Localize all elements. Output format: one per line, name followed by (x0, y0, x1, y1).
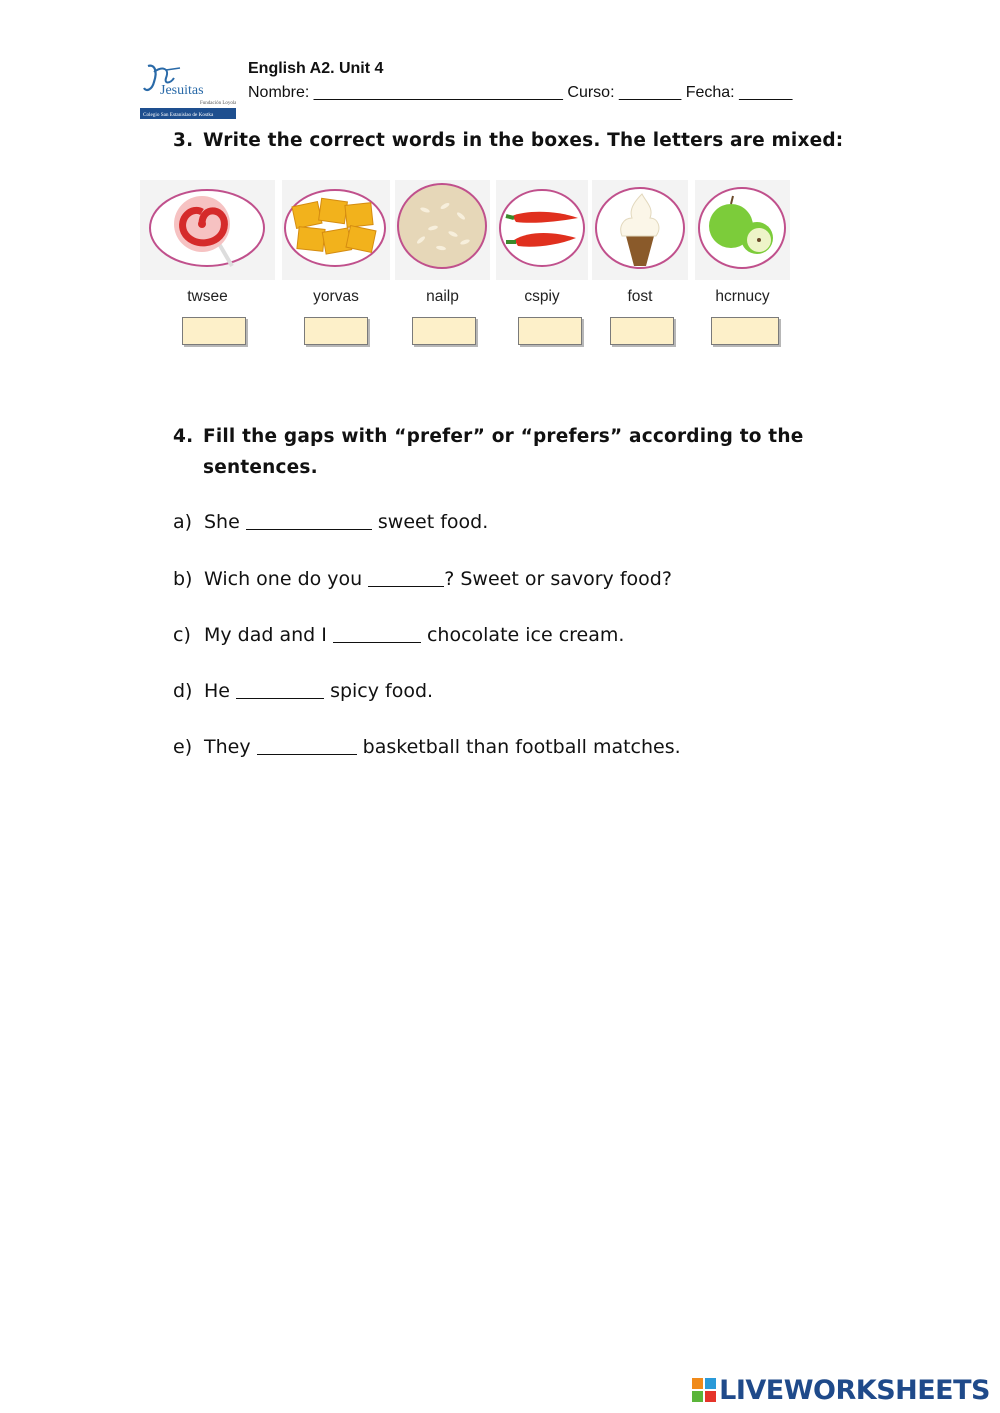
svg-text:Colegio San Estanislao de Kost: Colegio San Estanislao de Kostka (143, 112, 214, 118)
answer-input-2[interactable] (305, 318, 367, 344)
answer-input-4[interactable] (519, 318, 581, 344)
gap-blank-e[interactable] (257, 736, 357, 755)
svg-text:Fundación Loyola: Fundación Loyola (200, 101, 236, 106)
sentence-e (173, 736, 681, 758)
answer-input-3[interactable] (413, 318, 475, 344)
exercise-4-instruction-line-1: Fill the gaps with “prefer” or “prefers” according to the (203, 426, 804, 447)
ice-cream-icon (592, 180, 688, 280)
svg-text:Jesuitas: Jesuitas (160, 83, 204, 98)
gap-blank-b[interactable] (368, 568, 444, 587)
crackers-icon (282, 180, 390, 280)
sentence-text-after: spicy food. (324, 680, 434, 702)
answer-box-3[interactable] (412, 317, 476, 345)
scrambled-word-3: nailp (426, 288, 459, 305)
sentence-text-before: They (204, 736, 257, 758)
sentence-text-before: Wich one do you (204, 568, 369, 590)
sentence-text-after: ? Sweet or savory food? (444, 568, 672, 590)
school-logo (140, 60, 236, 120)
exercise-3-number: 3. (173, 130, 194, 151)
sentence-d (173, 680, 433, 702)
sentence-letter: b) (173, 568, 193, 590)
sentence-c (173, 624, 624, 646)
sentence-letter: a) (173, 511, 193, 533)
brand-name: LIVEWORKSHEETS (719, 1374, 990, 1406)
sentence-a (173, 511, 488, 533)
answer-box-2[interactable] (304, 317, 368, 345)
sentence-text-before: She (204, 511, 246, 533)
sentence-b (173, 568, 672, 590)
worksheet-title: English A2. Unit 4 (248, 60, 384, 77)
liveworksheets-brand (692, 1375, 990, 1405)
answer-input-5[interactable] (611, 318, 673, 344)
scrambled-word-2: yorvas (313, 288, 359, 305)
scrambled-word-1: twsee (187, 288, 228, 305)
answer-box-6[interactable] (711, 317, 779, 345)
exercise-4-instruction-line-2: sentences. (203, 457, 318, 478)
sentence-text-after: sweet food. (371, 511, 489, 533)
liveworksheets-logo-icon (692, 1378, 716, 1402)
exercise-3-instruction: Write the correct words in the boxes. The letters are mixed: (203, 130, 844, 151)
gap-blank-a[interactable] (246, 511, 372, 530)
food-strip (140, 180, 790, 360)
sentence-letter: d) (173, 680, 193, 702)
answer-box-1[interactable] (182, 317, 246, 345)
answer-input-1[interactable] (183, 318, 245, 344)
exercise-4-heading (173, 421, 813, 483)
gap-blank-d[interactable] (236, 680, 324, 699)
lollipop-icon (140, 180, 275, 280)
sentence-text-after: chocolate ice cream. (420, 624, 625, 646)
sentence-letter: e) (173, 736, 193, 758)
gap-blank-c[interactable] (333, 624, 421, 643)
answer-input-6[interactable] (712, 318, 778, 344)
exercise-4-number: 4. (173, 426, 194, 447)
student-info-fields: Nombre: ____________________________ Curso: _______ Fecha: ______ (248, 84, 793, 101)
sentence-letter: c) (173, 624, 191, 646)
scrambled-word-6: hcrnucy (715, 288, 770, 305)
rice-icon (395, 180, 490, 280)
sentence-text-before: He (204, 680, 237, 702)
sentence-text-after: basketball than football matches. (356, 736, 681, 758)
scrambled-word-4: cspiy (524, 288, 560, 305)
answer-box-4[interactable] (518, 317, 582, 345)
answer-box-5[interactable] (610, 317, 674, 345)
sentence-text-before: My dad and I (204, 624, 333, 646)
chili-peppers-icon (496, 180, 588, 280)
green-apple-icon (695, 180, 790, 280)
exercise-3-heading (173, 130, 843, 151)
scrambled-word-5: fost (627, 288, 653, 305)
